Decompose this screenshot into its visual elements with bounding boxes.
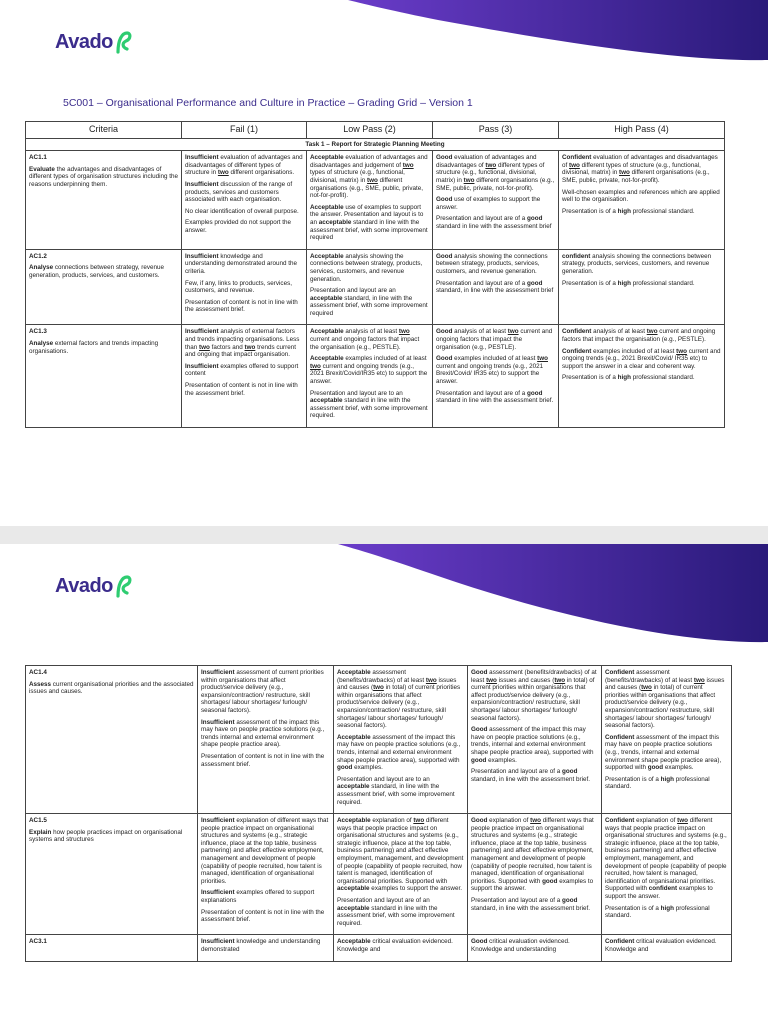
pass-descriptor-cell: [433, 325, 559, 428]
document-title: 5C001 – Organisational Performance and Culture in Practice – Grading Grid – Version 1: [63, 97, 473, 109]
descriptor-paragraph: Good critical evaluation evidenced. Knowledge and understanding: [471, 938, 570, 953]
page-gap: [0, 526, 768, 544]
descriptor-paragraph: Few, if any, links to products, services, customers, and revenue.: [185, 279, 292, 295]
descriptor-paragraph: Insufficient analysis of external factors and trends impacting organisations. Less than two factors and two trends current and ongoing that impact organisation.: [185, 328, 300, 359]
descriptor-paragraph: Well-chosen examples and references which are applied well to the organisation.: [562, 188, 720, 204]
descriptor-paragraph: Insufficient assessment of current priorities within organisations that affect product/service delivery (e.g., expansion/contraction/ restructure, skill shortages/ labour shortages/ furlough/ seasonal factors).: [201, 669, 324, 714]
criteria-cell: [26, 666, 198, 814]
descriptor-paragraph: Presentation is of a high professional standard.: [562, 279, 695, 287]
criteria-row-ac1-3: [26, 325, 725, 428]
descriptor-paragraph: Good explanation of two different ways that people practice impact on organisational structures and systems (e.g., strategic influence, place at the top table, business partnering) and affect effective employment, management and development of people (capability of people recruited, how talent is managed, identification of organisational priorities. Supported with good examples to support the answer.: [471, 817, 594, 893]
task-1-title: Task 1 – Report for Strategic Planning Meeting: [26, 138, 725, 151]
fail-descriptor-cell: [182, 151, 307, 250]
fail-descriptor-cell: [198, 935, 334, 961]
criteria-text: the advantages and disadvantages of different types of organisation structures including the reasons underpinning them.: [29, 165, 178, 188]
descriptor-paragraph: Acceptable examples included of at least two current and ongoing trends (e.g., 2021 Brexit/Covid/IR35 etc) to support the answer.: [310, 355, 428, 386]
descriptor-paragraph: Good assessment of the impact this may have on people practice solutions (e.g., trends, internal and external environment shape people practice area), supported with good examples.: [471, 726, 594, 764]
logo-text: Avado: [55, 574, 113, 597]
descriptor-paragraph: Insufficient explanation of different ways that people practice impact on organisational structures and systems (e.g., strategic influence, place at the top table, business partnering) and affect effective employment, management and development of people (capability of people recruited, how talent is managed, identification of organisational priorities.: [201, 817, 329, 885]
descriptor-paragraph: Confident assessment of the impact this may have on people practice solutions (e.g., trends, internal and external environment shape people practice area), supported with good examples.: [605, 733, 722, 772]
descriptor-paragraph: Insufficient examples offered to support explanations: [201, 889, 315, 905]
descriptor-paragraph: Good examples included of at least two current and ongoing trends (e.g., 2021 Brexit/Covid/ IR35 etc) to support the answer.: [436, 355, 548, 386]
header-low-pass: Low Pass (2): [307, 122, 433, 139]
high-descriptor-cell: [559, 325, 725, 428]
header-fail: Fail (1): [182, 122, 307, 139]
criteria-row-ac1-2: [26, 249, 725, 325]
descriptor-paragraph: Insufficient discussion of the range of products, services and customers associated with each organisation.: [185, 180, 293, 204]
descriptor-paragraph: Acceptable critical evaluation evidenced. Knowledge and: [337, 938, 453, 953]
descriptor-paragraph: Acceptable analysis of at least two current and ongoing factors that impact the organisation (e.g., PESTLE).: [310, 328, 420, 351]
descriptor-paragraph: Presentation is of a high professional standard.: [562, 207, 695, 215]
fail-descriptor-cell: [198, 814, 334, 935]
descriptor-paragraph: Confident examples included of at least two current and ongoing trends (e.g., 2021 Brexit/Covid/ IR35 etc) to support the answer in a clear and coherent way.: [562, 347, 721, 370]
descriptor-paragraph: Acceptable assessment of the impact this may have on people practice solutions (e.g., trends, internal and external environment shape people practice area), supported with good examples.: [337, 733, 461, 772]
criteria-verb: Assess: [29, 680, 52, 688]
descriptor-paragraph: Presentation and layout are of a good standard, in line with the assessment brief: [436, 279, 554, 295]
criteria-cell: [26, 151, 182, 250]
descriptor-paragraph: Presentation is of a high professional standard.: [562, 374, 695, 382]
descriptor-paragraph: Good evaluation of advantages and disadvantages of two different types of structure (e.g., functional, divisional, matrix) in two different organisations (e.g., SME, public, private, not-for-profit).: [436, 154, 555, 192]
criteria-row-ac1-4: [26, 666, 732, 814]
descriptor-paragraph: Good use of examples to support the answer.: [436, 196, 541, 211]
criteria-text: external factors and trends impacting organisations.: [29, 340, 159, 355]
criteria-cell: [26, 249, 182, 325]
criteria-row-ac3-1: [26, 935, 732, 961]
ac-code: AC3.1: [29, 938, 47, 946]
descriptor-paragraph: Confident analysis of at least two current and ongoing factors that impact the organisation (e.g., PESTLE).: [562, 328, 716, 344]
descriptor-paragraph: Presentation and layout are of a good standard in line with the assessment brief: [436, 215, 552, 230]
descriptor-paragraph: Insufficient knowledge and understanding demonstrated: [201, 938, 321, 953]
descriptor-paragraph: Presentation is of a high professional standard.: [605, 775, 710, 791]
descriptor-paragraph: Acceptable assessment (benefits/drawbacks) of at least two issues and causes (two in total) of current priorities within organisations that affect product/service delivery (e.g., expansion/contraction/ restructure, skill shortages/ labour shortages/ furlough/ seasonal factors).: [337, 669, 461, 730]
descriptor-paragraph: Acceptable use of examples to support the answer. Presentation and layout is to an acceptable standard in line with the assessment brief, with some improvement required: [310, 203, 428, 242]
descriptor-paragraph: Acceptable evaluation of advantages and disadvantages and judgement of two types of structure (e.g., functional, divisional, matrix) in two different organisations (e.g., SME, public, private, not-for-profit).: [310, 154, 428, 200]
descriptor-paragraph: Good analysis showing the connections between strategy, products, services, customers, and revenue generation.: [436, 252, 548, 275]
descriptor-paragraph: Presentation and layout are of a good standard, in line with the assessment brief.: [471, 768, 591, 783]
pass-descriptor-cell: [433, 151, 559, 250]
high-descriptor-cell: [602, 666, 732, 814]
criteria-verb: Evaluate: [29, 165, 55, 173]
descriptor-paragraph: Insufficient knowledge and understanding demonstrated around the criteria.: [185, 252, 298, 275]
pass-descriptor-cell: [468, 814, 602, 935]
descriptor-paragraph: Insufficient assessment of the impact this may have on people practice solutions (e.g., trends internal and external environment shape people practice area).: [201, 718, 325, 749]
criteria-row-ac1-5: [26, 814, 732, 935]
criteria-description: [29, 829, 182, 844]
descriptor-paragraph: Presentation of content is not in line with the assessment brief.: [185, 298, 298, 314]
header-criteria: Criteria: [26, 122, 182, 139]
ac-code: AC1.1: [29, 154, 47, 162]
criteria-description: [29, 340, 158, 355]
criteria-text: how people practices impact on organisational systems and structures: [29, 828, 183, 844]
criteria-description: [29, 166, 178, 188]
pass-descriptor-cell: [468, 935, 602, 961]
descriptor-paragraph: Good analysis of at least two current and ongoing factors that impact the organisation (e.g., PESTLE).: [436, 328, 553, 351]
low-descriptor-cell: [307, 151, 433, 250]
descriptor-paragraph: Presentation and layout are to an acceptable standard, in line with the assessment brief, with some improvement required.: [337, 775, 455, 806]
high-descriptor-cell: [559, 151, 725, 250]
descriptor-paragraph: Insufficient evaluation of advantages and disadvantages of different types of structure in two different organisations.: [185, 154, 303, 177]
criteria-cell: [26, 935, 198, 961]
task-row: [26, 138, 725, 151]
page-2: [0, 544, 768, 1024]
descriptor-paragraph: Presentation and layout are an acceptable standard, in line with the assessment brief, with some improvement required: [310, 287, 428, 317]
grading-grid-table-2: [25, 665, 732, 962]
descriptor-paragraph: Confident evaluation of advantages and disadvantages of two different types of structure (e.g., functional, divisional, matrix) in two different organisations (e.g., SME, public, private, not-for-profit).: [562, 154, 718, 184]
header-pass: Pass (3): [433, 122, 559, 139]
logo-text: Avado: [55, 30, 113, 53]
descriptor-paragraph: confident analysis showing the connections between strategy, products, services, customers, and revenue generation.: [562, 252, 712, 275]
criteria-row-ac1-1: [26, 151, 725, 250]
high-descriptor-cell: [602, 814, 732, 935]
low-descriptor-cell: [334, 935, 468, 961]
low-descriptor-cell: [334, 814, 468, 935]
header-swoosh-graphic: [338, 544, 768, 644]
descriptor-paragraph: Examples provided do not support the answer.: [185, 219, 292, 234]
grading-grid-table-1: [25, 121, 725, 428]
ac-code: AC1.5: [29, 817, 47, 825]
descriptor-paragraph: Acceptable analysis showing the connections between strategy, products, services, customers, and revenue generation.: [310, 252, 423, 283]
low-descriptor-cell: [307, 325, 433, 428]
descriptor-paragraph: Presentation is of a high professional standard.: [605, 904, 710, 920]
pass-descriptor-cell: [468, 666, 602, 814]
descriptor-paragraph: Presentation and layout are to an acceptable standard in line with the assessment brief, with some improvement required.: [310, 389, 428, 420]
descriptor-paragraph: Acceptable explanation of two different ways that people practice impact on organisational structures and systems (e.g., strategic influence, place at the top table, business partnering) and affect effective employment, management, and development of people (capability of people recruited, how talent is managed, identification of organisational priorities. Supported with acceptable examples to support the answer.: [337, 817, 464, 893]
criteria-text: current organisational priorities and the associated issues and causes.: [29, 680, 194, 696]
descriptor-paragraph: No clear identification of overall purpose.: [185, 207, 299, 215]
fail-descriptor-cell: [182, 249, 307, 325]
criteria-text: connections between strategy, revenue generation, products, services, and customers.: [29, 264, 165, 279]
criteria-cell: [26, 325, 182, 428]
criteria-description: [29, 264, 164, 279]
criteria-verb: Analyse: [29, 340, 54, 348]
table-header-row: [26, 122, 725, 139]
descriptor-paragraph: Confident critical evaluation evidenced. Knowledge and: [605, 938, 717, 953]
descriptor-paragraph: Presentation of content is not in line with the assessment brief.: [201, 908, 325, 924]
avado-logo: [55, 30, 134, 54]
logo-mark-icon: [114, 30, 134, 54]
low-descriptor-cell: [307, 249, 433, 325]
ac-code: AC1.4: [29, 669, 47, 676]
descriptor-paragraph: Confident assessment (benefits/drawbacks) of at least two issues and causes (two in total) of current priorities within organisations that affect product/service delivery (e.g., expansion/contraction/ restructure, skill shortages/ labour shortages/ furlough/ seasonal factors).: [605, 669, 725, 730]
criteria-description: [29, 681, 194, 696]
header-swoosh-graphic: [348, 0, 768, 62]
ac-code: AC1.2: [29, 252, 47, 260]
high-descriptor-cell: [559, 249, 725, 325]
criteria-verb: Explain: [29, 828, 52, 836]
low-descriptor-cell: [334, 666, 468, 814]
descriptor-paragraph: Confident explanation of two different ways that people practice impact on organisational structures and systems (e.g., strategic influence, place at the top table, business partnering) and affect effective employment, management, and development of people (capability of people recruited, how talent is managed, identification of organisational priorities. Supported with confident examples to support the answer.: [605, 817, 727, 901]
header-high-pass: High Pass (4): [559, 122, 725, 139]
descriptor-paragraph: Presentation and layout are of a good standard, in line with the assessment brief.: [471, 897, 591, 912]
criteria-cell: [26, 814, 198, 935]
descriptor-paragraph: Presentation of content is not in line with the assessment brief.: [185, 382, 298, 397]
pass-descriptor-cell: [433, 249, 559, 325]
high-descriptor-cell: [602, 935, 732, 961]
criteria-verb: Analyse: [29, 264, 54, 272]
descriptor-paragraph: Presentation and layout are of a good standard in line with the assessment brief.: [436, 389, 554, 405]
logo-mark-icon: [114, 574, 134, 598]
avado-logo: [55, 574, 134, 598]
ac-code: AC1.3: [29, 328, 47, 336]
fail-descriptor-cell: [198, 666, 334, 814]
fail-descriptor-cell: [182, 325, 307, 428]
descriptor-paragraph: Presentation and layout are of an acceptable standard in line with the assessment brief, with some improvement required.: [337, 897, 455, 927]
descriptor-paragraph: Insufficient examples offered to support content: [185, 362, 299, 378]
descriptor-paragraph: Good assessment (benefits/drawbacks) of at least two issues and causes (two in total) of current priorities within organisations that affect product/service delivery (e.g., expansion/contraction/ restructure, skill shortages/ labour shortages/ furlough/ seasonal factors).: [471, 669, 597, 722]
descriptor-paragraph: Presentation of content is not in line with the assessment brief.: [201, 752, 325, 768]
